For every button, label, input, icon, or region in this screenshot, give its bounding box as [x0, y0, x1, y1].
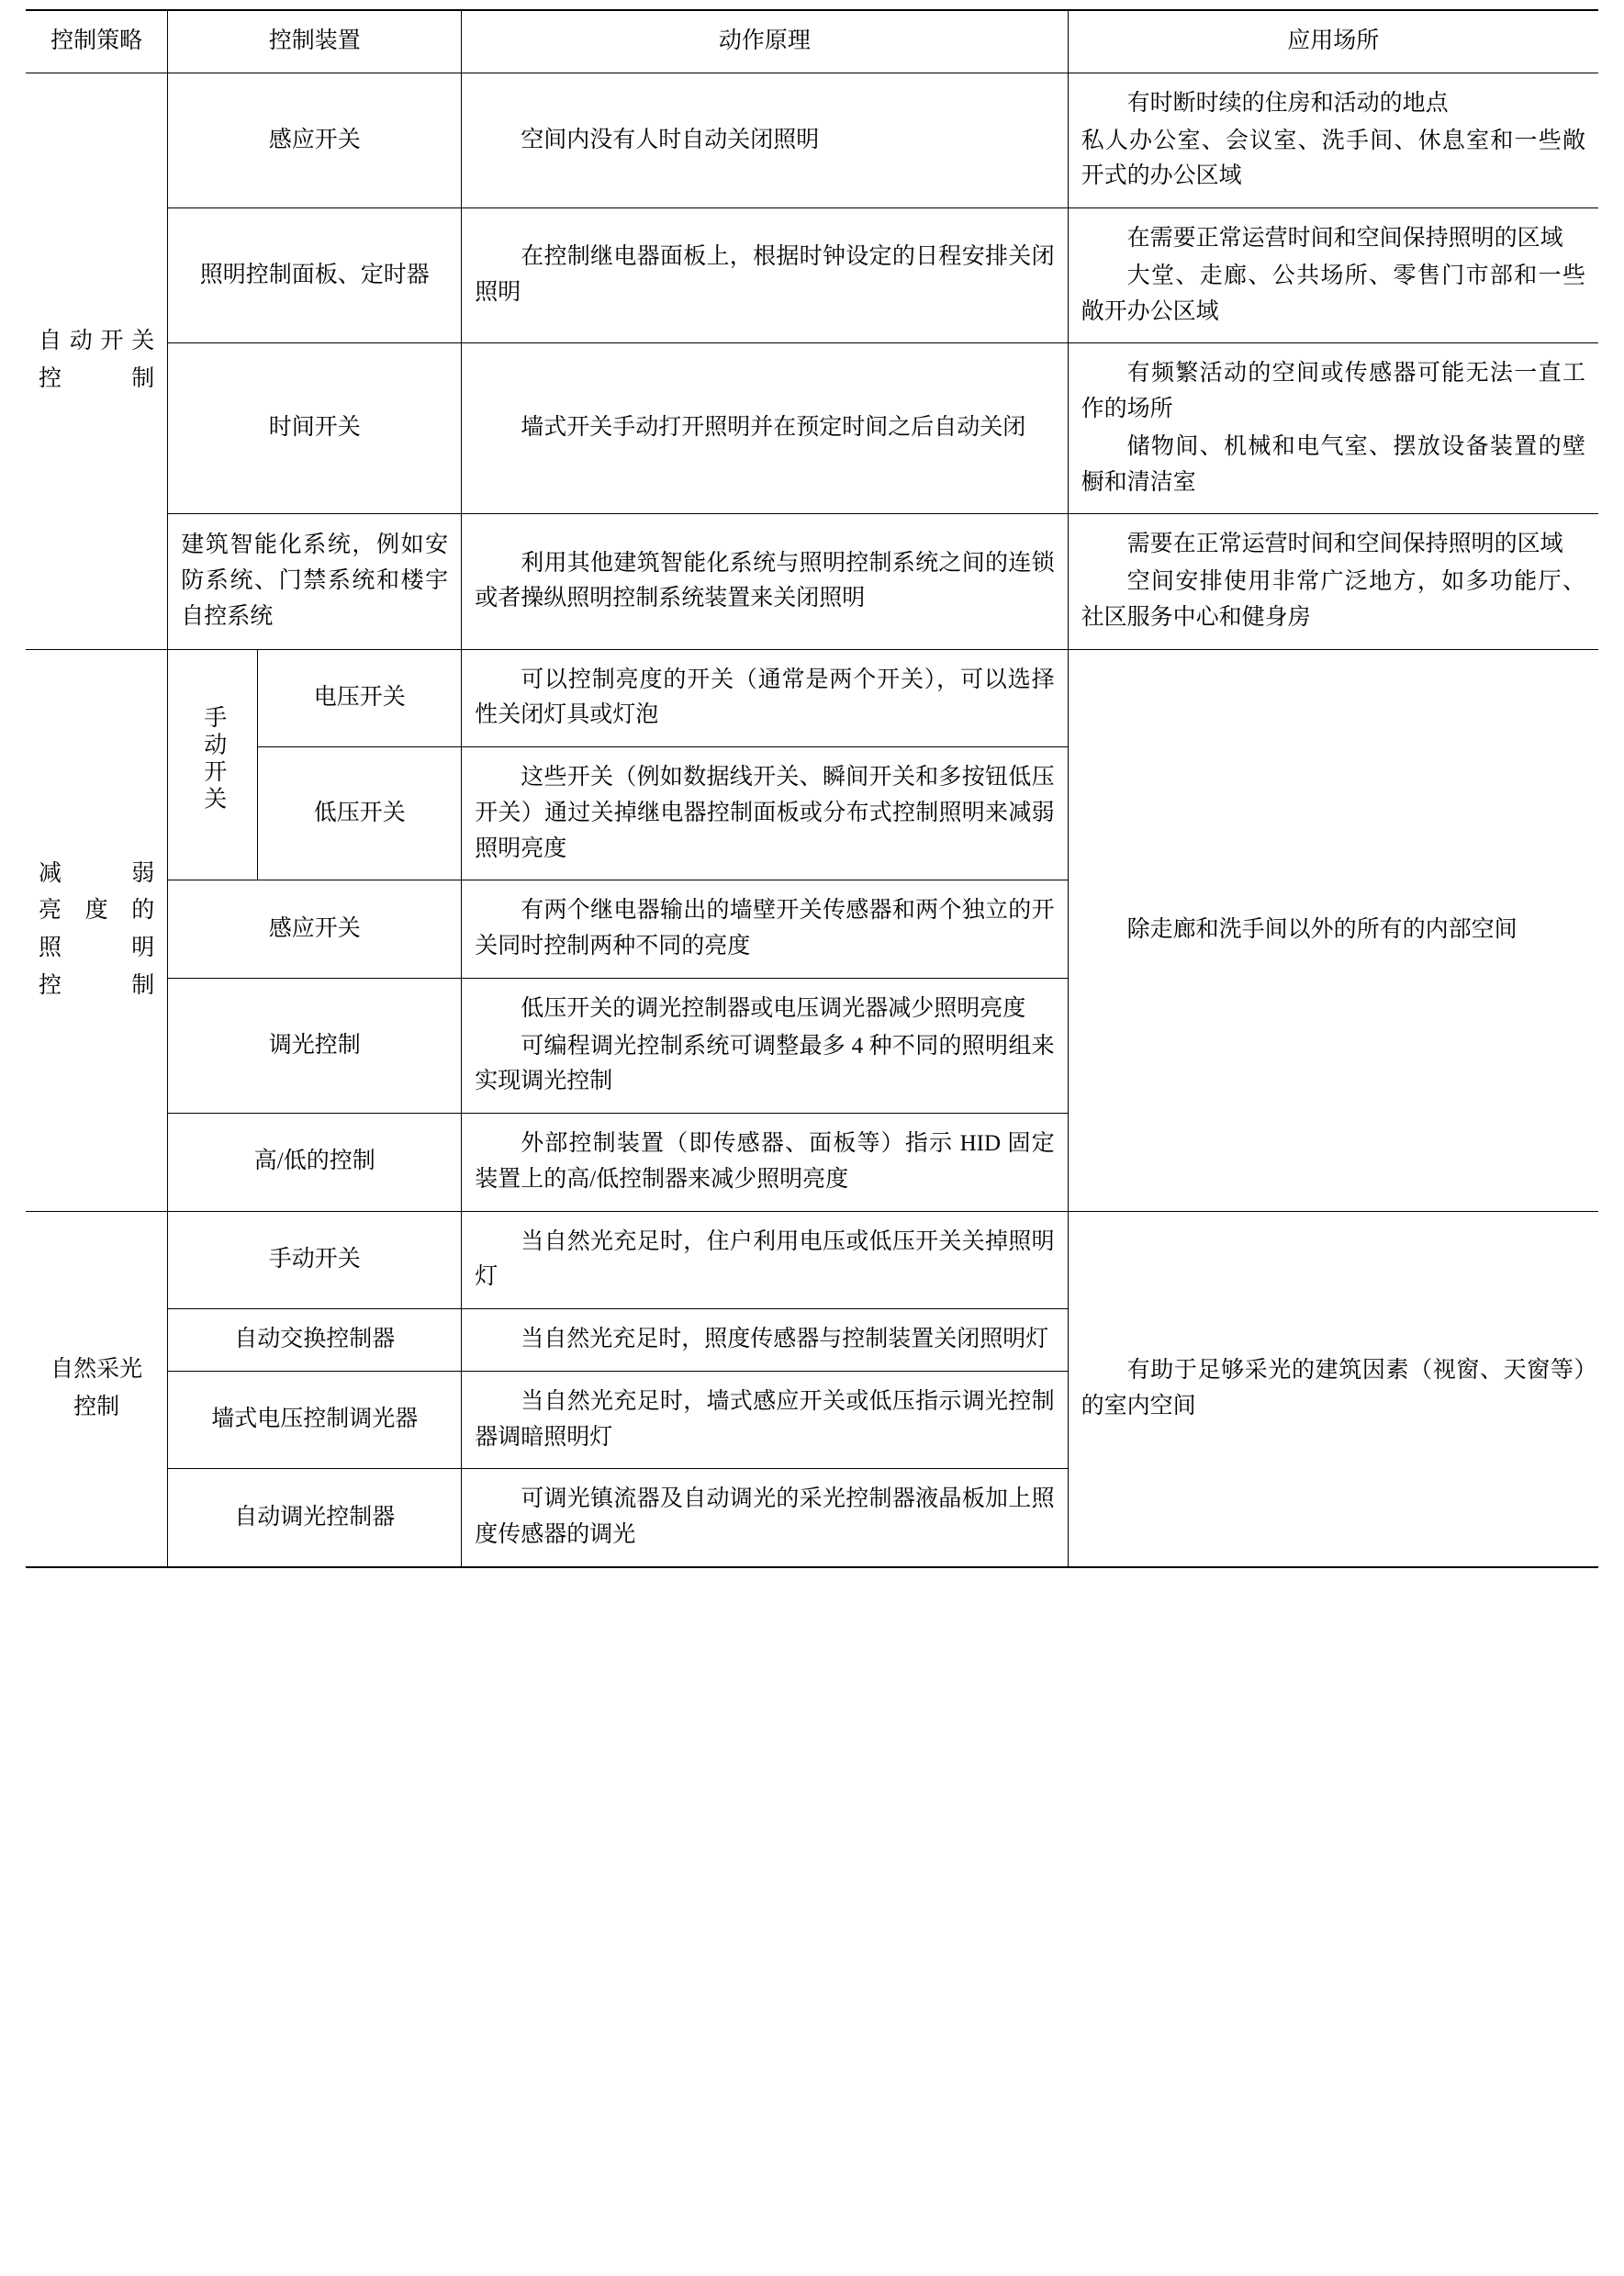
principle-text: 当自然光充足时，墙式感应开关或低压指示调光控制器调暗照明灯: [462, 1371, 1068, 1469]
strategy-line: 控 制: [39, 972, 155, 998]
strategy-line: 控 制: [39, 366, 155, 392]
place-text: 有时断时续的住房和活动的地点 私人办公室、会议室、洗手间、休息室和一些敞开式的办公区域: [1068, 73, 1598, 207]
principle-text: 利用其他建筑智能化系统与照明控制系统之间的连锁或者操纵照明控制系统装置来关闭照明: [462, 514, 1068, 649]
principle-text: 墙式开关手动打开照明并在预定时间之后自动关闭: [462, 343, 1068, 514]
device-name: 感应开关: [168, 880, 462, 979]
device-name: 墙式电压控制调光器: [168, 1371, 462, 1469]
device-name: 建筑智能化系统，例如安防系统、门禁系统和楼宇自控系统: [168, 514, 462, 649]
device-name: 自动交换控制器: [168, 1309, 462, 1372]
strategy-line: 减 弱: [39, 860, 155, 886]
place-text: 有频繁活动的空间或传感器可能无法一直工作的场所 储物间、机械和电气室、摆放设备装置的壁橱和清洁室: [1068, 343, 1598, 514]
table-row: [26, 208, 1598, 343]
table-row: [26, 73, 1598, 207]
device-group-manual-switch: 手动开关: [168, 649, 258, 880]
principle-text: 低压开关的调光控制器或电压调光器减少照明亮度 可编程调光控制系统可调整最多 4 种不同的照明组来实现调光控制: [462, 978, 1068, 1113]
table-row: [26, 514, 1598, 649]
strategy-line: 自然采光: [50, 1356, 143, 1382]
device-name: 电压开关: [258, 649, 462, 747]
header-action-principle: 动作原理: [462, 10, 1068, 73]
principle-text: 当自然光充足时，住户利用电压或低压开关关掉照明灯: [462, 1211, 1068, 1309]
principle-text: 当自然光充足时，照度传感器与控制装置关闭照明灯: [462, 1309, 1068, 1372]
strategy-line: 控制: [73, 1394, 120, 1419]
device-name: 自动调光控制器: [168, 1469, 462, 1567]
strategy-daylighting: [26, 1211, 168, 1567]
device-name: 感应开关: [168, 73, 462, 207]
principle-text: 外部控制装置（即传感器、面板等）指示 HID 固定装置上的高/低控制器来减少照明亮度: [462, 1114, 1068, 1212]
place-text: 除走廊和洗手间以外的所有的内部空间: [1068, 649, 1598, 1211]
strategy-line: 亮度的: [39, 898, 155, 924]
strategy-auto-switch: [26, 73, 168, 649]
device-name: 调光控制: [168, 978, 462, 1113]
table-row: [26, 1211, 1598, 1309]
lighting-control-table: [26, 9, 1598, 1568]
table-header-row: [26, 10, 1598, 73]
place-text: 需要在正常运营时间和空间保持照明的区域 空间安排使用非常广泛地方，如多功能厅、社区服务中心和健身房: [1068, 514, 1598, 649]
table-row: [26, 343, 1598, 514]
header-application-place: 应用场所: [1068, 10, 1598, 73]
device-name: 低压开关: [258, 747, 462, 880]
strategy-line: 自动开关: [39, 329, 155, 354]
device-name: 手动开关: [168, 1211, 462, 1309]
principle-text: 空间内没有人时自动关闭照明: [462, 73, 1068, 207]
principle-text: 有两个继电器输出的墙壁开关传感器和两个独立的开关同时控制两种不同的亮度: [462, 880, 1068, 979]
principle-text: 在控制继电器面板上，根据时钟设定的日程安排关闭照明: [462, 208, 1068, 343]
table-body: [26, 73, 1598, 1567]
strategy-line: 照 明: [39, 936, 155, 960]
principle-text: 可调光镇流器及自动调光的采光控制器液晶板加上照度传感器的调光: [462, 1469, 1068, 1567]
principle-text: 可以控制亮度的开关（通常是两个开关），可以选择性关闭灯具或灯泡: [462, 649, 1068, 747]
device-name: 照明控制面板、定时器: [168, 208, 462, 343]
header-control-strategy: 控制策略: [26, 10, 168, 73]
place-text: 在需要正常运营时间和空间保持照明的区域 大堂、走廊、公共场所、零售门市部和一些敞开办公区域: [1068, 208, 1598, 343]
table-row: [26, 649, 1598, 747]
strategy-dimming: [26, 649, 168, 1211]
device-name: 高/低的控制: [168, 1114, 462, 1212]
device-name: 时间开关: [168, 343, 462, 514]
table-header: [26, 10, 1598, 73]
principle-text: 这些开关（例如数据线开关、瞬间开关和多按钮低压开关）通过关掉继电器控制面板或分布式控制照明来减弱照明亮度: [462, 747, 1068, 880]
header-control-device: 控制装置: [168, 10, 462, 73]
place-text: 有助于足够采光的建筑因素（视窗、天窗等）的室内空间: [1068, 1211, 1598, 1567]
